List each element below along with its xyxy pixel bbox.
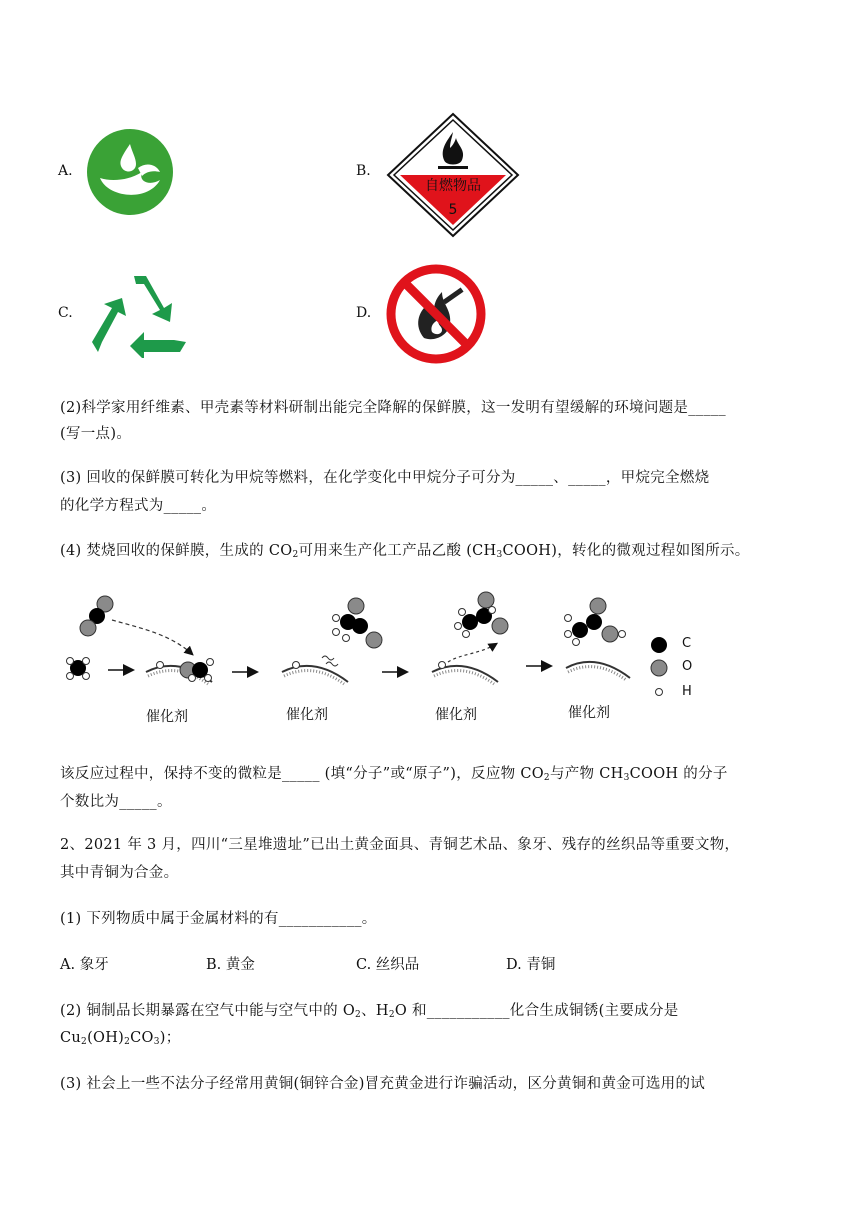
question-2-2-line-2: $Cu_2(OH)_2CO_3$)； [60, 1030, 181, 1047]
ch4-molecule [67, 658, 90, 680]
recycle-icon [90, 270, 190, 358]
catalyst-label-1: 催化剂 [146, 709, 188, 725]
option-a-label: A. [58, 163, 73, 179]
reaction-question-line-1: 该反应过程中，保持不变的微粒是_____ (填“分子”或“原子”)，反应物 $CO_2$与产物 $CH_3COOH$ 的分子 [60, 766, 728, 783]
sign-number: 5 [448, 202, 458, 218]
legend-label-h: H [682, 684, 692, 699]
catalyst-2 [282, 598, 382, 684]
choice-b: B. 黄金 [206, 957, 255, 973]
legend [651, 637, 667, 696]
catalyst-3 [432, 592, 508, 684]
water-saving-icon [86, 128, 174, 216]
question-2-2-line-1: (2) 铜制品长期暴露在空气中能与空气中的 $O_2$、$H_2O$ 和___________化合生成铜锈(主要成分是 [60, 1003, 679, 1020]
catalyst-label-4: 催化剂 [568, 705, 610, 721]
co2-molecule [80, 596, 113, 636]
question-2-3: (3) 社会上一些不法分子经常用黄铜(铜锌合金)冒充黄金进行诈骗活动，区分黄铜和黄金可选用的试 [60, 1076, 706, 1092]
question-2-line-2: 其中青铜为合金。 [60, 865, 179, 881]
reaction-question-line-2: 个数比为_____。 [60, 794, 172, 810]
catalyst-label-2: 催化剂 [286, 707, 328, 723]
catalyst-label-3: 催化剂 [435, 707, 477, 723]
choice-a: A. 象牙 [60, 957, 109, 973]
option-d-label: D. [356, 305, 372, 321]
question-1-3-line-1: (3) 回收的保鲜膜可转化为甲烷等燃料，在化学变化中甲烷分子可分为_____、_____，甲烷完全燃烧 [60, 470, 710, 486]
question-1-2-line-2: (写一点)。 [60, 426, 132, 442]
catalyst-1 [146, 659, 214, 685]
option-c-label: C. [58, 305, 73, 321]
no-fire-icon [386, 264, 486, 364]
question-1-2-line-1: (2)科学家用纤维素、甲壳素等材料研制出能完全降解的保鲜膜，这一发明有望缓解的环境问题是_____ [60, 400, 726, 416]
spontaneous-combustion-sign-icon [386, 112, 520, 238]
question-2-1: (1) 下列物质中属于金属材料的有___________。 [60, 911, 377, 927]
choice-c: C. 丝织品 [356, 957, 420, 973]
catalyst-4 [565, 598, 631, 680]
legend-label-c: C [682, 636, 692, 651]
question-1-4-intro: (4) 焚烧回收的保鲜膜，生成的 $CO_2$可用来生产化工产品乙酸 $(CH_3COOH)$，转化的微观过程如图所示。 [60, 543, 750, 560]
question-1-3-line-2: 的化学方程式为_____。 [60, 498, 217, 514]
choice-d: D. 青铜 [506, 957, 556, 973]
option-b-label: B. [356, 163, 371, 179]
sign-text: 自燃物品 [425, 178, 481, 194]
question-2-line-1: 2、2021 年 3 月，四川“三星堆遗址”已出土黄金面具、青铜艺术品、象牙、残存的丝织品等重要文物， [60, 837, 740, 853]
legend-label-o: O [682, 659, 693, 674]
